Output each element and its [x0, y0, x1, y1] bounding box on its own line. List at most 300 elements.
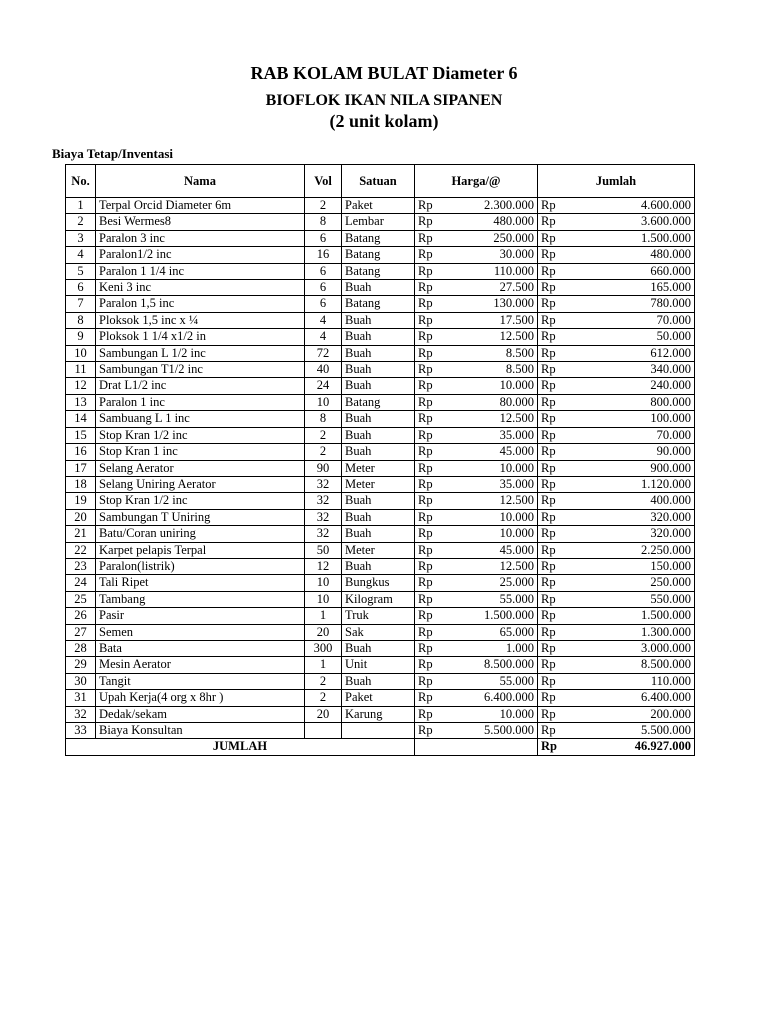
row-harga: 45.000 — [455, 444, 538, 460]
row-harga-currency: Rp — [415, 657, 456, 673]
row-jumlah-currency: Rp — [538, 460, 579, 476]
row-jumlah-currency: Rp — [538, 214, 579, 230]
row-no: 23 — [66, 558, 96, 574]
row-vol: 2 — [305, 444, 342, 460]
table-row — [66, 493, 695, 509]
row-jumlah: 70.000 — [578, 427, 695, 443]
row-vol: 6 — [305, 263, 342, 279]
row-nama: Sambungan T1/2 inc — [96, 362, 305, 378]
row-vol — [305, 723, 342, 739]
row-jumlah: 1.500.000 — [578, 608, 695, 624]
row-jumlah-currency: Rp — [538, 394, 579, 410]
row-jumlah-currency: Rp — [538, 378, 579, 394]
row-satuan: Buah — [342, 378, 415, 394]
row-harga: 8.500.000 — [455, 657, 538, 673]
row-no: 16 — [66, 444, 96, 460]
table-row — [66, 673, 695, 689]
row-harga-currency: Rp — [415, 411, 456, 427]
row-jumlah: 1.300.000 — [578, 624, 695, 640]
table-body — [66, 198, 695, 739]
row-jumlah-currency: Rp — [538, 329, 579, 345]
row-no: 31 — [66, 690, 96, 706]
row-nama: Dedak/sekam — [96, 706, 305, 722]
table-row — [66, 411, 695, 427]
row-jumlah-currency: Rp — [538, 476, 579, 492]
row-nama: Upah Kerja(4 org x 8hr ) — [96, 690, 305, 706]
row-harga-currency: Rp — [415, 362, 456, 378]
table-row — [66, 624, 695, 640]
row-vol: 24 — [305, 378, 342, 394]
row-no: 1 — [66, 198, 96, 214]
row-jumlah: 2.250.000 — [578, 542, 695, 558]
row-harga-currency: Rp — [415, 608, 456, 624]
row-harga: 55.000 — [455, 673, 538, 689]
row-harga: 45.000 — [455, 542, 538, 558]
row-satuan: Meter — [342, 476, 415, 492]
table-row — [66, 476, 695, 492]
row-jumlah: 4.600.000 — [578, 198, 695, 214]
row-harga-currency: Rp — [415, 690, 456, 706]
row-satuan: Buah — [342, 558, 415, 574]
table-row — [66, 198, 695, 214]
row-no: 27 — [66, 624, 96, 640]
row-vol: 50 — [305, 542, 342, 558]
row-vol: 32 — [305, 476, 342, 492]
row-satuan: Buah — [342, 280, 415, 296]
row-no: 30 — [66, 673, 96, 689]
row-jumlah-currency: Rp — [538, 247, 579, 263]
table-row — [66, 558, 695, 574]
table-row — [66, 394, 695, 410]
header-vol: Vol — [305, 165, 342, 198]
row-vol: 1 — [305, 608, 342, 624]
row-jumlah-currency: Rp — [538, 558, 579, 574]
row-vol: 20 — [305, 706, 342, 722]
row-vol: 1 — [305, 657, 342, 673]
row-satuan: Buah — [342, 673, 415, 689]
row-satuan: Buah — [342, 329, 415, 345]
row-harga-currency: Rp — [415, 345, 456, 361]
row-satuan: Truk — [342, 608, 415, 624]
row-nama: Sambungan T Uniring — [96, 509, 305, 525]
table-row — [66, 345, 695, 361]
row-harga: 12.500 — [455, 558, 538, 574]
header-harga: Harga/@ — [415, 165, 538, 198]
row-harga-currency: Rp — [415, 706, 456, 722]
row-satuan: Batang — [342, 296, 415, 312]
row-jumlah-currency: Rp — [538, 362, 579, 378]
row-harga-currency: Rp — [415, 526, 456, 542]
row-harga-currency: Rp — [415, 640, 456, 656]
row-nama: Paralon 3 inc — [96, 230, 305, 246]
row-jumlah: 240.000 — [578, 378, 695, 394]
header-nama: Nama — [96, 165, 305, 198]
row-harga: 10.000 — [455, 526, 538, 542]
row-vol: 20 — [305, 624, 342, 640]
row-satuan: Buah — [342, 444, 415, 460]
row-harga: 30.000 — [455, 247, 538, 263]
row-harga: 1.000 — [455, 640, 538, 656]
row-nama: Stop Kran 1 inc — [96, 444, 305, 460]
row-no: 26 — [66, 608, 96, 624]
row-jumlah-currency: Rp — [538, 690, 579, 706]
row-jumlah: 165.000 — [578, 280, 695, 296]
row-vol: 8 — [305, 411, 342, 427]
row-nama: Besi Wermes8 — [96, 214, 305, 230]
row-harga-currency: Rp — [415, 230, 456, 246]
section-title: Biaya Tetap/Inventasi — [52, 146, 174, 161]
row-satuan: Buah — [342, 526, 415, 542]
row-vol: 72 — [305, 345, 342, 361]
row-harga: 12.500 — [455, 411, 538, 427]
row-harga: 480.000 — [455, 214, 538, 230]
row-nama: Terpal Orcid Diameter 6m — [96, 198, 305, 214]
row-harga: 17.500 — [455, 312, 538, 328]
row-harga: 5.500.000 — [455, 723, 538, 739]
row-vol: 32 — [305, 526, 342, 542]
row-jumlah-currency: Rp — [538, 542, 579, 558]
row-harga: 110.000 — [455, 263, 538, 279]
table-header-row — [66, 165, 695, 198]
row-no: 8 — [66, 312, 96, 328]
row-vol: 90 — [305, 460, 342, 476]
row-jumlah: 150.000 — [578, 558, 695, 574]
table-row — [66, 427, 695, 443]
row-harga-currency: Rp — [415, 444, 456, 460]
document-subtitle: BIOFLOK IKAN NILA SIPANEN — [265, 92, 503, 109]
row-satuan: Karung — [342, 706, 415, 722]
row-jumlah-currency: Rp — [538, 411, 579, 427]
row-harga-currency: Rp — [415, 394, 456, 410]
table-row — [66, 214, 695, 230]
row-vol: 4 — [305, 312, 342, 328]
row-nama: Tambang — [96, 591, 305, 607]
document-subtitle-units: (2 unit kolam) — [329, 111, 439, 131]
row-nama: Drat L1/2 inc — [96, 378, 305, 394]
table-row — [66, 378, 695, 394]
row-nama: Stop Kran 1/2 inc — [96, 427, 305, 443]
row-harga-currency: Rp — [415, 296, 456, 312]
row-nama: Selang Aerator — [96, 460, 305, 476]
row-harga: 27.500 — [455, 280, 538, 296]
table-row — [66, 230, 695, 246]
row-vol: 2 — [305, 198, 342, 214]
row-harga-currency: Rp — [415, 493, 456, 509]
row-satuan — [342, 723, 415, 739]
row-satuan: Paket — [342, 690, 415, 706]
row-vol: 4 — [305, 329, 342, 345]
row-harga: 80.000 — [455, 394, 538, 410]
row-vol: 8 — [305, 214, 342, 230]
row-no: 11 — [66, 362, 96, 378]
row-jumlah-currency: Rp — [538, 673, 579, 689]
total-label: JUMLAH — [66, 739, 415, 755]
row-jumlah: 550.000 — [578, 591, 695, 607]
table-row — [66, 526, 695, 542]
row-satuan: Unit — [342, 657, 415, 673]
row-harga: 10.000 — [455, 460, 538, 476]
header-satuan: Satuan — [342, 165, 415, 198]
row-nama: Selang Uniring Aerator — [96, 476, 305, 492]
row-no: 9 — [66, 329, 96, 345]
table-row — [66, 723, 695, 739]
row-satuan: Meter — [342, 542, 415, 558]
row-harga: 2.300.000 — [455, 198, 538, 214]
row-no: 15 — [66, 427, 96, 443]
row-jumlah-currency: Rp — [538, 444, 579, 460]
row-nama: Paralon 1 1/4 inc — [96, 263, 305, 279]
row-vol: 10 — [305, 591, 342, 607]
total-empty-rp — [415, 739, 456, 755]
row-vol: 6 — [305, 296, 342, 312]
table-row — [66, 509, 695, 525]
row-satuan: Bungkus — [342, 575, 415, 591]
row-nama: Ploksok 1,5 inc x ¼ — [96, 312, 305, 328]
row-harga-currency: Rp — [415, 280, 456, 296]
row-no: 12 — [66, 378, 96, 394]
row-jumlah: 660.000 — [578, 263, 695, 279]
row-satuan: Lembar — [342, 214, 415, 230]
row-satuan: Kilogram — [342, 591, 415, 607]
table-row — [66, 657, 695, 673]
row-jumlah-currency: Rp — [538, 280, 579, 296]
row-jumlah: 800.000 — [578, 394, 695, 410]
row-jumlah-currency: Rp — [538, 624, 579, 640]
row-jumlah-currency: Rp — [538, 263, 579, 279]
row-harga-currency: Rp — [415, 247, 456, 263]
document-title: RAB KOLAM BULAT Diameter 6 — [250, 63, 518, 83]
row-jumlah-currency: Rp — [538, 493, 579, 509]
row-nama: Karpet pelapis Terpal — [96, 542, 305, 558]
row-no: 29 — [66, 657, 96, 673]
row-harga-currency: Rp — [415, 329, 456, 345]
row-harga-currency: Rp — [415, 575, 456, 591]
row-jumlah: 70.000 — [578, 312, 695, 328]
row-jumlah: 6.400.000 — [578, 690, 695, 706]
row-jumlah-currency: Rp — [538, 723, 579, 739]
row-jumlah: 900.000 — [578, 460, 695, 476]
row-vol: 32 — [305, 509, 342, 525]
row-jumlah: 8.500.000 — [578, 657, 695, 673]
row-jumlah-currency: Rp — [538, 526, 579, 542]
row-jumlah-currency: Rp — [538, 657, 579, 673]
row-harga: 25.000 — [455, 575, 538, 591]
row-no: 6 — [66, 280, 96, 296]
row-nama: Ploksok 1 1/4 x1/2 in — [96, 329, 305, 345]
row-nama: Sambuang L 1 inc — [96, 411, 305, 427]
table-row — [66, 247, 695, 263]
row-jumlah: 1.500.000 — [578, 230, 695, 246]
total-row — [66, 739, 695, 755]
row-no: 13 — [66, 394, 96, 410]
table-row — [66, 640, 695, 656]
row-harga-currency: Rp — [415, 673, 456, 689]
row-jumlah: 200.000 — [578, 706, 695, 722]
row-nama: Tali Ripet — [96, 575, 305, 591]
row-vol: 10 — [305, 575, 342, 591]
row-no: 32 — [66, 706, 96, 722]
row-jumlah: 5.500.000 — [578, 723, 695, 739]
row-jumlah-currency: Rp — [538, 345, 579, 361]
row-no: 19 — [66, 493, 96, 509]
row-no: 24 — [66, 575, 96, 591]
row-satuan: Sak — [342, 624, 415, 640]
row-no: 2 — [66, 214, 96, 230]
row-satuan: Buah — [342, 509, 415, 525]
row-harga-currency: Rp — [415, 378, 456, 394]
row-jumlah-currency: Rp — [538, 427, 579, 443]
row-nama: Stop Kran 1/2 inc — [96, 493, 305, 509]
row-satuan: Batang — [342, 263, 415, 279]
header-no: No. — [66, 165, 96, 198]
row-jumlah: 100.000 — [578, 411, 695, 427]
row-harga-currency: Rp — [415, 427, 456, 443]
row-nama: Mesin Aerator — [96, 657, 305, 673]
table-row — [66, 706, 695, 722]
row-nama: Paralon 1,5 inc — [96, 296, 305, 312]
row-jumlah: 3.000.000 — [578, 640, 695, 656]
row-no: 20 — [66, 509, 96, 525]
row-harga-currency: Rp — [415, 476, 456, 492]
row-harga: 65.000 — [455, 624, 538, 640]
row-jumlah: 50.000 — [578, 329, 695, 345]
row-satuan: Batang — [342, 230, 415, 246]
row-vol: 32 — [305, 493, 342, 509]
row-no: 17 — [66, 460, 96, 476]
row-no: 28 — [66, 640, 96, 656]
row-harga-currency: Rp — [415, 312, 456, 328]
row-nama: Paralon(listrik) — [96, 558, 305, 574]
row-satuan: Batang — [342, 394, 415, 410]
row-harga: 12.500 — [455, 493, 538, 509]
row-harga: 130.000 — [455, 296, 538, 312]
total-currency: Rp — [538, 739, 579, 755]
table-row — [66, 296, 695, 312]
row-harga: 8.500 — [455, 362, 538, 378]
row-satuan: Meter — [342, 460, 415, 476]
row-harga-currency: Rp — [415, 460, 456, 476]
row-harga: 10.000 — [455, 509, 538, 525]
row-jumlah: 340.000 — [578, 362, 695, 378]
row-jumlah-currency: Rp — [538, 575, 579, 591]
row-harga-currency: Rp — [415, 263, 456, 279]
row-no: 21 — [66, 526, 96, 542]
row-satuan: Buah — [342, 493, 415, 509]
row-vol: 12 — [305, 558, 342, 574]
row-harga-currency: Rp — [415, 509, 456, 525]
row-no: 33 — [66, 723, 96, 739]
row-harga: 6.400.000 — [455, 690, 538, 706]
table-row — [66, 608, 695, 624]
row-satuan: Buah — [342, 427, 415, 443]
row-vol: 2 — [305, 673, 342, 689]
row-harga: 35.000 — [455, 427, 538, 443]
row-jumlah-currency: Rp — [538, 640, 579, 656]
row-no: 5 — [66, 263, 96, 279]
row-vol: 10 — [305, 394, 342, 410]
table-row — [66, 329, 695, 345]
table-row — [66, 591, 695, 607]
row-vol: 300 — [305, 640, 342, 656]
row-harga-currency: Rp — [415, 214, 456, 230]
total-empty-amt — [455, 739, 538, 755]
row-vol: 2 — [305, 427, 342, 443]
table-row — [66, 263, 695, 279]
row-harga-currency: Rp — [415, 723, 456, 739]
row-jumlah: 250.000 — [578, 575, 695, 591]
row-satuan: Buah — [342, 312, 415, 328]
row-jumlah-currency: Rp — [538, 608, 579, 624]
row-jumlah-currency: Rp — [538, 509, 579, 525]
table-row — [66, 444, 695, 460]
row-jumlah: 110.000 — [578, 673, 695, 689]
row-nama: Tangit — [96, 673, 305, 689]
row-harga: 55.000 — [455, 591, 538, 607]
row-harga-currency: Rp — [415, 198, 456, 214]
row-nama: Keni 3 inc — [96, 280, 305, 296]
row-satuan: Batang — [342, 247, 415, 263]
row-harga: 8.500 — [455, 345, 538, 361]
row-jumlah: 480.000 — [578, 247, 695, 263]
row-harga-currency: Rp — [415, 591, 456, 607]
row-vol: 6 — [305, 230, 342, 246]
row-harga: 35.000 — [455, 476, 538, 492]
row-harga: 10.000 — [455, 378, 538, 394]
row-jumlah: 320.000 — [578, 509, 695, 525]
row-no: 10 — [66, 345, 96, 361]
row-vol: 16 — [305, 247, 342, 263]
table-row — [66, 362, 695, 378]
row-no: 3 — [66, 230, 96, 246]
table-row — [66, 542, 695, 558]
row-jumlah-currency: Rp — [538, 296, 579, 312]
row-jumlah-currency: Rp — [538, 591, 579, 607]
header-jumlah: Jumlah — [538, 165, 695, 198]
row-harga-currency: Rp — [415, 542, 456, 558]
table-row — [66, 460, 695, 476]
row-satuan: Buah — [342, 640, 415, 656]
row-vol: 6 — [305, 280, 342, 296]
row-jumlah: 400.000 — [578, 493, 695, 509]
row-jumlah-currency: Rp — [538, 198, 579, 214]
row-harga: 12.500 — [455, 329, 538, 345]
row-jumlah: 320.000 — [578, 526, 695, 542]
row-nama: Paralon 1 inc — [96, 394, 305, 410]
row-nama: Sambungan L 1/2 inc — [96, 345, 305, 361]
row-harga: 250.000 — [455, 230, 538, 246]
row-no: 25 — [66, 591, 96, 607]
row-harga-currency: Rp — [415, 558, 456, 574]
row-jumlah: 780.000 — [578, 296, 695, 312]
row-jumlah: 3.600.000 — [578, 214, 695, 230]
row-vol: 2 — [305, 690, 342, 706]
row-nama: Biaya Konsultan — [96, 723, 305, 739]
total-value: 46.927.000 — [578, 739, 695, 755]
row-jumlah-currency: Rp — [538, 230, 579, 246]
row-jumlah: 90.000 — [578, 444, 695, 460]
row-no: 4 — [66, 247, 96, 263]
row-harga: 10.000 — [455, 706, 538, 722]
row-satuan: Paket — [342, 198, 415, 214]
row-vol: 40 — [305, 362, 342, 378]
row-nama: Pasir — [96, 608, 305, 624]
budget-table — [65, 164, 695, 756]
row-nama: Semen — [96, 624, 305, 640]
row-harga: 1.500.000 — [455, 608, 538, 624]
table-row — [66, 690, 695, 706]
row-nama: Paralon1/2 inc — [96, 247, 305, 263]
row-nama: Batu/Coran uniring — [96, 526, 305, 542]
